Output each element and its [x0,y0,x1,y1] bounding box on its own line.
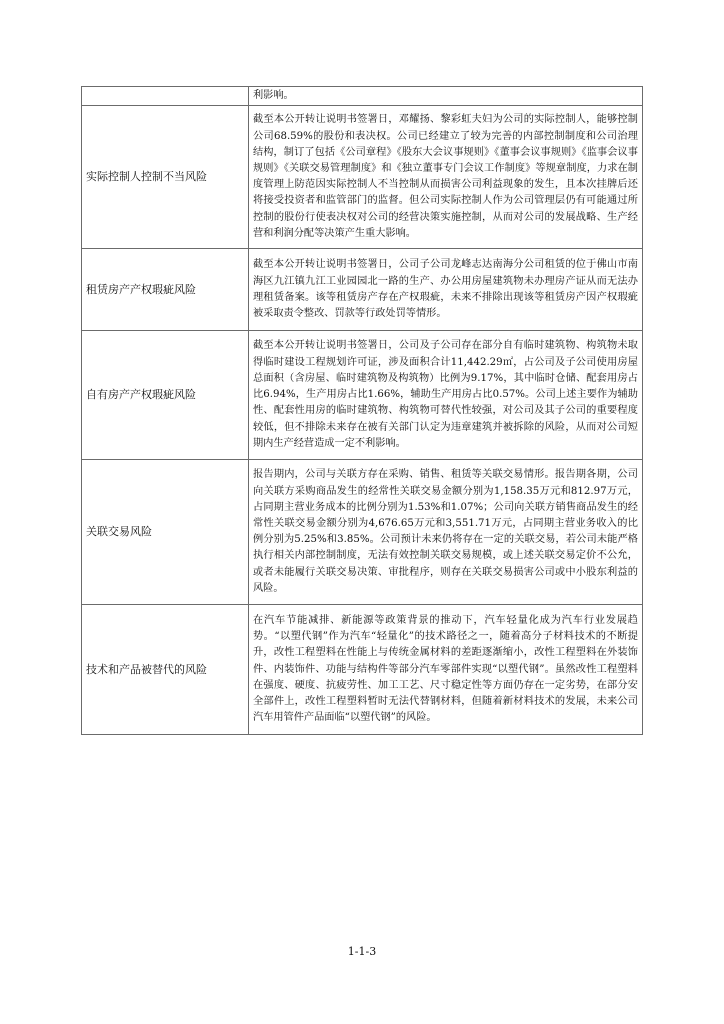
risk-name-cell: 自有房产产权瑕疵风险 [82,331,249,460]
risk-description-cell: 截至本公开转让说明书签署日，公司及子公司存在部分自有临时建筑物、构筑物未取得临时建设工程规划许可证，涉及面积合计11,442.29㎡，占公司及子公司使用房屋总面积（含房屋、临时建筑物及构筑物）比例为9.17%，其中临时仓储、配套用房占比6.94%，生产用房占比1.66%，辅助生产用房占比0.57%。公司上述主要作为辅助性、配套性用房的临时建筑物、构筑物可替代性较强，对公司及其子公司的重要程度较低，但不排除未来存在被有关部门认定为违章建筑并被拆除的风险，从而对公司短期内生产经营造成一定不利影响。 [249,331,643,460]
table-row [82,460,643,605]
table-row [82,87,643,106]
risk-description-cell: 截至本公开转让说明书签署日，邓耀扬、黎彩虹夫妇为公司的实际控制人，能够控制公司68.59%的股份和表决权。公司已经建立了较为完善的内部控制制度和公司治理结构，制订了包括《公司章程》《股东大会议事规则》《董事会议事规则》《监事会议事规则》《关联交易管理制度》和《独立董事专门会议工作制度》等规章制度，力求在制度管理上防范因实际控制人不当控制从而损害公司利益现象的发生，且本次挂牌后还将接受投资者和监管部门的监督。但公司实际控制人作为公司管理层仍有可能通过所控制的股份行使表决权对公司的经营决策实施控制，从而对公司的发展战略、生产经营和利润分配等决策产生重大影响。 [249,106,643,249]
risk-name-cell: 租赁房产产权瑕疵风险 [82,249,249,331]
risk-description-cell: 截至本公开转让说明书签署日，公司子公司龙峰志达南海分公司租赁的位于佛山市南海区九江镇九江工业园园北一路的生产、办公用房屋建筑物未办理房产证从而无法办理租赁备案。该等租赁房产存在产权瑕疵，未来不排除出现该等租赁房产因产权瑕疵被采取责令整改、罚款等行政处罚等情形。 [249,249,643,331]
risk-description-cell: 报告期内，公司与关联方存在采购、销售、租赁等关联交易情形。报告期各期，公司向关联方采购商品发生的经常性关联交易金额分别为1,158.35万元和812.97万元，占同期主营业务成本的比例分别为1.53%和1.07%；公司向关联方销售商品发生的经常性关联交易金额分别为4,676.65万元和3,551.71万元，占同期主营业务收入的比例分别为5.25%和3.85%。公司预计未来仍将存在一定的关联交易，若公司未能严格执行相关内部控制制度，无法有效控制关联交易规模，或上述关联交易定价不公允，或者未能履行关联交易决策、审批程序，则存在关联交易损害公司或中小股东利益的风险。 [249,460,643,605]
risk-name-cell [82,87,249,106]
risk-name-cell: 实际控制人控制不当风险 [82,106,249,249]
risk-description-cell: 利影响。 [249,87,643,106]
risk-description-cell: 在汽车节能减排、新能源等政策背景的推动下，汽车轻量化成为汽车行业发展趋势。“以塑代钢”作为汽车“轻量化”的技术路径之一，随着高分子材料技术的不断提升，改性工程塑料在性能上与传统金属材料的差距逐渐缩小，改性工程塑料在外装饰件、内装饰件、功能与结构件等部分汽车零部件实现“以塑代钢”。虽然改性工程塑料在强度、硬度、抗疲劳性、加工工艺、尺寸稳定性等方面仍存在一定劣势，在部分安全部件上，改性工程塑料暂时无法代替钢材料，但随着新材料技术的发展，未来公司汽车用管件产品面临“以塑代钢”的风险。 [249,605,643,735]
risk-factor-table [81,86,643,735]
table-row [82,249,643,331]
table-row [82,331,643,460]
risk-name-cell: 关联交易风险 [82,460,249,605]
page-number: 1-1-3 [347,945,377,958]
table-row [82,605,643,735]
risk-name-cell: 技术和产品被替代的风险 [82,605,249,735]
table-row [82,106,643,249]
